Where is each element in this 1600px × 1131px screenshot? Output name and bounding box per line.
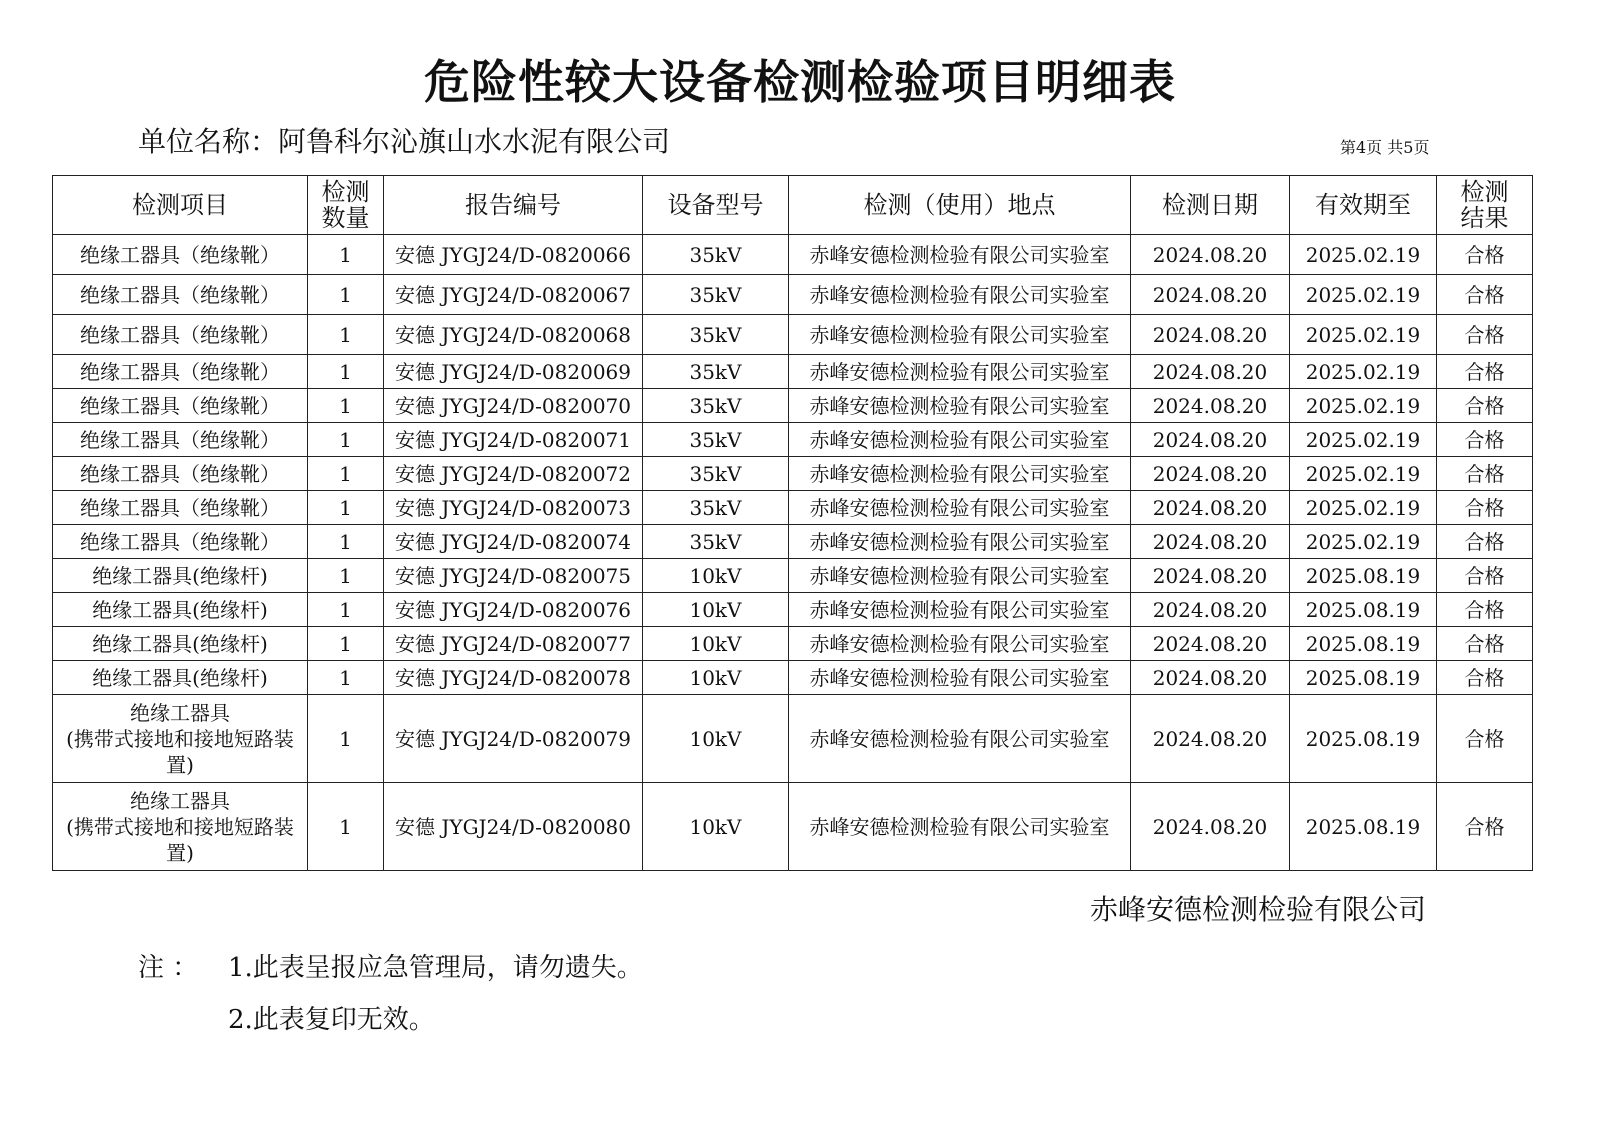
cell-report-number: 安德 JYGJ24/D-0820073 <box>384 491 643 525</box>
cell-report-number: 安德 JYGJ24/D-0820072 <box>384 457 643 491</box>
note-item-1: 1.此表呈报应急管理局，请勿遗失。 <box>228 953 643 983</box>
cell-project: 绝缘工器具(绝缘杆) <box>53 661 308 695</box>
cell-valid-until: 2025.08.19 <box>1290 695 1437 783</box>
cell-project: 绝缘工器具（绝缘靴） <box>53 355 308 389</box>
cell-quantity: 1 <box>308 661 384 695</box>
cell-result: 合格 <box>1437 457 1533 491</box>
cell-location: 赤峰安德检测检验有限公司实验室 <box>789 783 1131 871</box>
cell-valid-until: 2025.02.19 <box>1290 389 1437 423</box>
cell-test-date: 2024.08.20 <box>1131 593 1290 627</box>
cell-report-number: 安德 JYGJ24/D-0820067 <box>384 275 643 315</box>
cell-model: 10kV <box>643 783 789 871</box>
header-project: 检测项目 <box>53 176 308 235</box>
table-row <box>53 593 1533 627</box>
cell-valid-until: 2025.08.19 <box>1290 661 1437 695</box>
cell-project: 绝缘工器具（绝缘靴） <box>53 423 308 457</box>
cell-project: 绝缘工器具（绝缘靴） <box>53 457 308 491</box>
table-row <box>53 315 1533 355</box>
cell-model: 10kV <box>643 627 789 661</box>
table-row <box>53 491 1533 525</box>
cell-project: 绝缘工器具（绝缘靴） <box>53 389 308 423</box>
cell-location: 赤峰安德检测检验有限公司实验室 <box>789 423 1131 457</box>
table-row <box>53 525 1533 559</box>
cell-location: 赤峰安德检测检验有限公司实验室 <box>789 275 1131 315</box>
cell-valid-until: 2025.08.19 <box>1290 559 1437 593</box>
inspection-table <box>52 175 1533 871</box>
cell-test-date: 2024.08.20 <box>1131 235 1290 275</box>
cell-valid-until: 2025.02.19 <box>1290 525 1437 559</box>
cell-valid-until: 2025.02.19 <box>1290 457 1437 491</box>
cell-result: 合格 <box>1437 389 1533 423</box>
cell-project: 绝缘工器具（绝缘靴） <box>53 491 308 525</box>
table-body <box>53 235 1533 871</box>
table-row <box>53 389 1533 423</box>
cell-valid-until: 2025.02.19 <box>1290 275 1437 315</box>
cell-model: 10kV <box>643 695 789 783</box>
cell-location: 赤峰安德检测检验有限公司实验室 <box>789 695 1131 783</box>
cell-model: 35kV <box>643 235 789 275</box>
cell-model: 35kV <box>643 423 789 457</box>
table-row <box>53 423 1533 457</box>
cell-location: 赤峰安德检测检验有限公司实验室 <box>789 593 1131 627</box>
cell-valid-until: 2025.08.19 <box>1290 593 1437 627</box>
cell-location: 赤峰安德检测检验有限公司实验室 <box>789 627 1131 661</box>
cell-location: 赤峰安德检测检验有限公司实验室 <box>789 457 1131 491</box>
table-row <box>53 783 1533 871</box>
table-header-row <box>53 176 1533 235</box>
cell-quantity: 1 <box>308 559 384 593</box>
table-row <box>53 457 1533 491</box>
cell-report-number: 安德 JYGJ24/D-0820075 <box>384 559 643 593</box>
cell-report-number: 安德 JYGJ24/D-0820068 <box>384 315 643 355</box>
cell-valid-until: 2025.02.19 <box>1290 315 1437 355</box>
cell-test-date: 2024.08.20 <box>1131 627 1290 661</box>
table-row <box>53 695 1533 783</box>
cell-report-number: 安德 JYGJ24/D-0820066 <box>384 235 643 275</box>
cell-valid-until: 2025.02.19 <box>1290 423 1437 457</box>
cell-test-date: 2024.08.20 <box>1131 491 1290 525</box>
cell-result: 合格 <box>1437 423 1533 457</box>
table-row <box>53 275 1533 315</box>
cell-model: 35kV <box>643 315 789 355</box>
cell-result: 合格 <box>1437 661 1533 695</box>
table-row <box>53 559 1533 593</box>
cell-report-number: 安德 JYGJ24/D-0820069 <box>384 355 643 389</box>
cell-location: 赤峰安德检测检验有限公司实验室 <box>789 491 1131 525</box>
cell-test-date: 2024.08.20 <box>1131 355 1290 389</box>
cell-result: 合格 <box>1437 355 1533 389</box>
page-info: 第4页 共5页 <box>1340 138 1430 157</box>
cell-quantity: 1 <box>308 491 384 525</box>
header-quantity: 检测 数量 <box>308 176 384 235</box>
cell-location: 赤峰安德检测检验有限公司实验室 <box>789 389 1131 423</box>
cell-valid-until: 2025.02.19 <box>1290 235 1437 275</box>
cell-test-date: 2024.08.20 <box>1131 661 1290 695</box>
cell-model: 35kV <box>643 525 789 559</box>
cell-result: 合格 <box>1437 525 1533 559</box>
cell-quantity: 1 <box>308 593 384 627</box>
header-location: 检测（使用）地点 <box>789 176 1131 235</box>
company-signature: 赤峰安德检测检验有限公司 <box>1090 893 1427 926</box>
cell-model: 10kV <box>643 661 789 695</box>
table-row <box>53 661 1533 695</box>
cell-project: 绝缘工器具（绝缘靴） <box>53 525 308 559</box>
cell-quantity: 1 <box>308 627 384 661</box>
cell-test-date: 2024.08.20 <box>1131 457 1290 491</box>
cell-model: 35kV <box>643 355 789 389</box>
page-title: 危险性较大设备检测检验项目明细表 <box>424 55 1176 109</box>
cell-quantity: 1 <box>308 315 384 355</box>
cell-test-date: 2024.08.20 <box>1131 389 1290 423</box>
note-label: 注 ： <box>138 953 199 983</box>
cell-report-number: 安德 JYGJ24/D-0820077 <box>384 627 643 661</box>
cell-project: 绝缘工器具（绝缘靴） <box>53 315 308 355</box>
cell-location: 赤峰安德检测检验有限公司实验室 <box>789 235 1131 275</box>
table-row <box>53 627 1533 661</box>
cell-valid-until: 2025.08.19 <box>1290 627 1437 661</box>
cell-result: 合格 <box>1437 491 1533 525</box>
cell-project: 绝缘工器具 (携带式接地和接地短路装 置) <box>53 695 308 783</box>
cell-report-number: 安德 JYGJ24/D-0820070 <box>384 389 643 423</box>
cell-quantity: 1 <box>308 525 384 559</box>
cell-test-date: 2024.08.20 <box>1131 525 1290 559</box>
cell-test-date: 2024.08.20 <box>1131 695 1290 783</box>
header-result: 检测 结果 <box>1437 176 1533 235</box>
table-row <box>53 235 1533 275</box>
cell-model: 35kV <box>643 275 789 315</box>
cell-project: 绝缘工器具 (携带式接地和接地短路装 置) <box>53 783 308 871</box>
cell-report-number: 安德 JYGJ24/D-0820076 <box>384 593 643 627</box>
unit-line <box>138 122 670 162</box>
cell-valid-until: 2025.08.19 <box>1290 783 1437 871</box>
cell-result: 合格 <box>1437 783 1533 871</box>
cell-quantity: 1 <box>308 389 384 423</box>
cell-location: 赤峰安德检测检验有限公司实验室 <box>789 315 1131 355</box>
cell-test-date: 2024.08.20 <box>1131 559 1290 593</box>
cell-project: 绝缘工器具(绝缘杆) <box>53 559 308 593</box>
cell-quantity: 1 <box>308 457 384 491</box>
cell-result: 合格 <box>1437 235 1533 275</box>
cell-location: 赤峰安德检测检验有限公司实验室 <box>789 559 1131 593</box>
cell-report-number: 安德 JYGJ24/D-0820080 <box>384 783 643 871</box>
cell-result: 合格 <box>1437 695 1533 783</box>
cell-project: 绝缘工器具(绝缘杆) <box>53 627 308 661</box>
cell-report-number: 安德 JYGJ24/D-0820078 <box>384 661 643 695</box>
cell-result: 合格 <box>1437 275 1533 315</box>
cell-location: 赤峰安德检测检验有限公司实验室 <box>789 525 1131 559</box>
cell-quantity: 1 <box>308 423 384 457</box>
unit-name: 阿鲁科尔沁旗山水水泥有限公司 <box>278 125 671 158</box>
cell-model: 35kV <box>643 389 789 423</box>
header-equipment-model: 设备型号 <box>643 176 789 235</box>
cell-model: 10kV <box>643 559 789 593</box>
cell-model: 35kV <box>643 491 789 525</box>
cell-quantity: 1 <box>308 695 384 783</box>
cell-model: 10kV <box>643 593 789 627</box>
cell-report-number: 安德 JYGJ24/D-0820074 <box>384 525 643 559</box>
header-report-number: 报告编号 <box>384 176 643 235</box>
cell-model: 35kV <box>643 457 789 491</box>
cell-result: 合格 <box>1437 593 1533 627</box>
header-test-date: 检测日期 <box>1131 176 1290 235</box>
cell-result: 合格 <box>1437 559 1533 593</box>
header-valid-until: 有效期至 <box>1290 176 1437 235</box>
cell-location: 赤峰安德检测检验有限公司实验室 <box>789 355 1131 389</box>
cell-report-number: 安德 JYGJ24/D-0820071 <box>384 423 643 457</box>
unit-label: 单位名称： <box>138 125 279 158</box>
cell-result: 合格 <box>1437 627 1533 661</box>
cell-report-number: 安德 JYGJ24/D-0820079 <box>384 695 643 783</box>
cell-quantity: 1 <box>308 783 384 871</box>
table-row <box>53 355 1533 389</box>
cell-location: 赤峰安德检测检验有限公司实验室 <box>789 661 1131 695</box>
cell-valid-until: 2025.02.19 <box>1290 355 1437 389</box>
cell-test-date: 2024.08.20 <box>1131 275 1290 315</box>
cell-quantity: 1 <box>308 235 384 275</box>
note-item-2: 2.此表复印无效。 <box>228 1005 435 1035</box>
cell-test-date: 2024.08.20 <box>1131 783 1290 871</box>
cell-test-date: 2024.08.20 <box>1131 315 1290 355</box>
cell-project: 绝缘工器具（绝缘靴） <box>53 235 308 275</box>
cell-valid-until: 2025.02.19 <box>1290 491 1437 525</box>
cell-test-date: 2024.08.20 <box>1131 423 1290 457</box>
cell-project: 绝缘工器具（绝缘靴） <box>53 275 308 315</box>
cell-quantity: 1 <box>308 355 384 389</box>
cell-quantity: 1 <box>308 275 384 315</box>
cell-project: 绝缘工器具(绝缘杆) <box>53 593 308 627</box>
cell-result: 合格 <box>1437 315 1533 355</box>
